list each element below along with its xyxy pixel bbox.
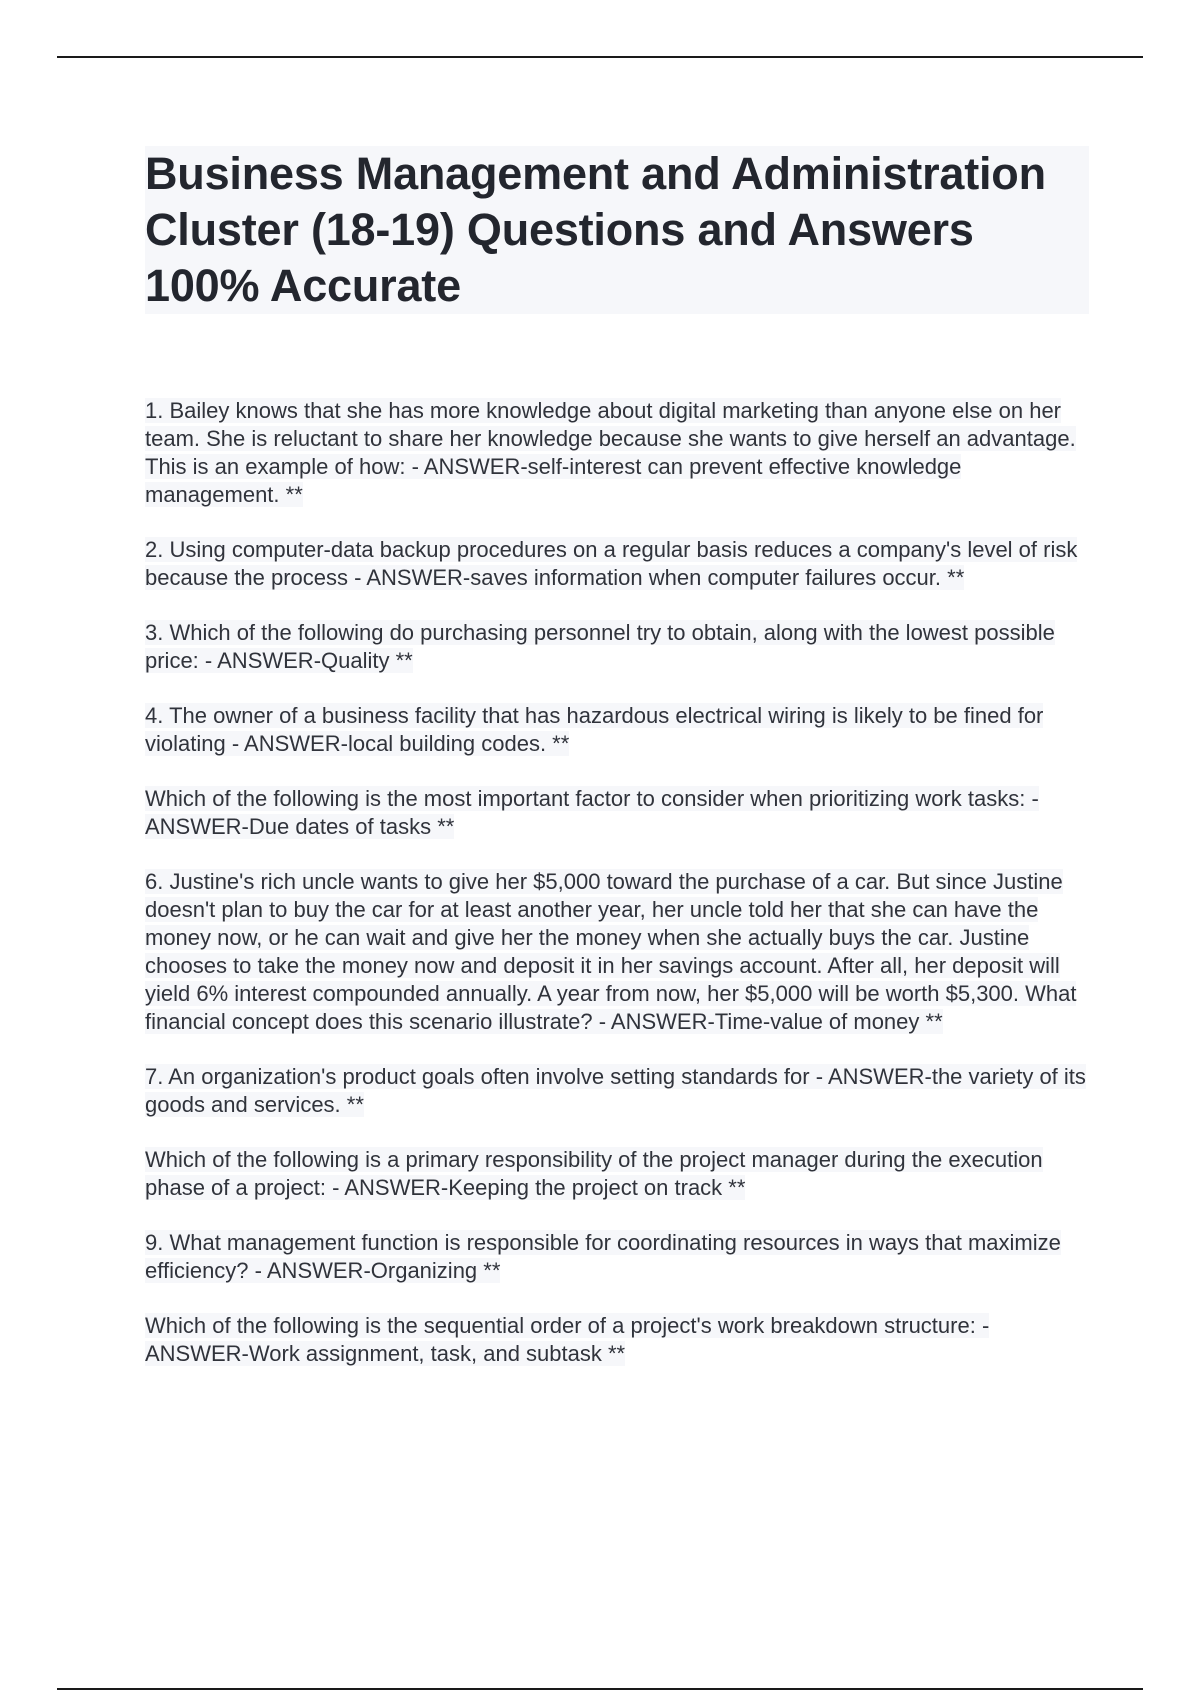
top-divider <box>57 56 1143 58</box>
qa-item-3 <box>145 619 1089 675</box>
bottom-divider <box>57 1688 1143 1690</box>
qa-text: 1. Bailey knows that she has more knowledge about digital marketing than anyone else on her team. She is reluctant to share her knowledge because she wants to give herself an advantage. This is an example of how: - ANSWER-self-interest can prevent effective knowledge management. ** <box>145 398 1076 507</box>
qa-list <box>145 397 1089 1395</box>
qa-text: 4. The owner of a business facility that has hazardous electrical wiring is likely to be fined for violating - ANSWER-local building codes. ** <box>145 703 1044 756</box>
qa-item-8 <box>145 1146 1089 1202</box>
qa-item-2 <box>145 536 1089 592</box>
qa-item-4 <box>145 702 1089 758</box>
qa-text: 9. What management function is responsible for coordinating resources in ways that maximize efficiency? - ANSWER-Organizing ** <box>145 1230 1061 1283</box>
qa-text: 7. An organization's product goals often involve setting standards for - ANSWER-the variety of its goods and services. ** <box>145 1064 1086 1117</box>
qa-item-7 <box>145 1063 1089 1119</box>
qa-item-6 <box>145 868 1089 1036</box>
qa-item-10 <box>145 1312 1089 1368</box>
qa-text: 6. Justine's rich uncle wants to give her $5,000 toward the purchase of a car. But since Justine doesn't plan to buy the car for at least another year, her uncle told her that she can have the money now, or he can wait and give her the money when she actually buys the car. Justine chooses to take the money now and deposit it in her savings account. After all, her deposit will yield 6% interest compounded annually. A year from now, her $5,000 will be worth $5,300. What financial concept does this scenario illustrate? - ANSWER-Time-value of money ** <box>145 869 1077 1034</box>
qa-text: Which of the following is a primary responsibility of the project manager during the execution phase of a project: - ANSWER-Keeping the project on track ** <box>145 1147 1043 1200</box>
qa-text: 2. Using computer-data backup procedures on a regular basis reduces a company's level of risk because the process - ANSWER-saves information when computer failures occur. ** <box>145 537 1078 590</box>
qa-text: 3. Which of the following do purchasing personnel try to obtain, along with the lowest possible price: - ANSWER-Quality ** <box>145 620 1055 673</box>
qa-item-1 <box>145 397 1089 509</box>
qa-text: Which of the following is the sequential order of a project's work breakdown structure: - ANSWER-Work assignment, task, and subtask ** <box>145 1313 990 1366</box>
qa-item-5 <box>145 785 1089 841</box>
qa-text: Which of the following is the most important factor to consider when prioritizing work tasks: - ANSWER-Due dates of tasks ** <box>145 786 1039 839</box>
document-title: Business Management and Administration Cluster (18-19) Questions and Answers 100% Accurate <box>145 148 1046 311</box>
qa-item-9 <box>145 1229 1089 1285</box>
title-block <box>145 146 1089 314</box>
